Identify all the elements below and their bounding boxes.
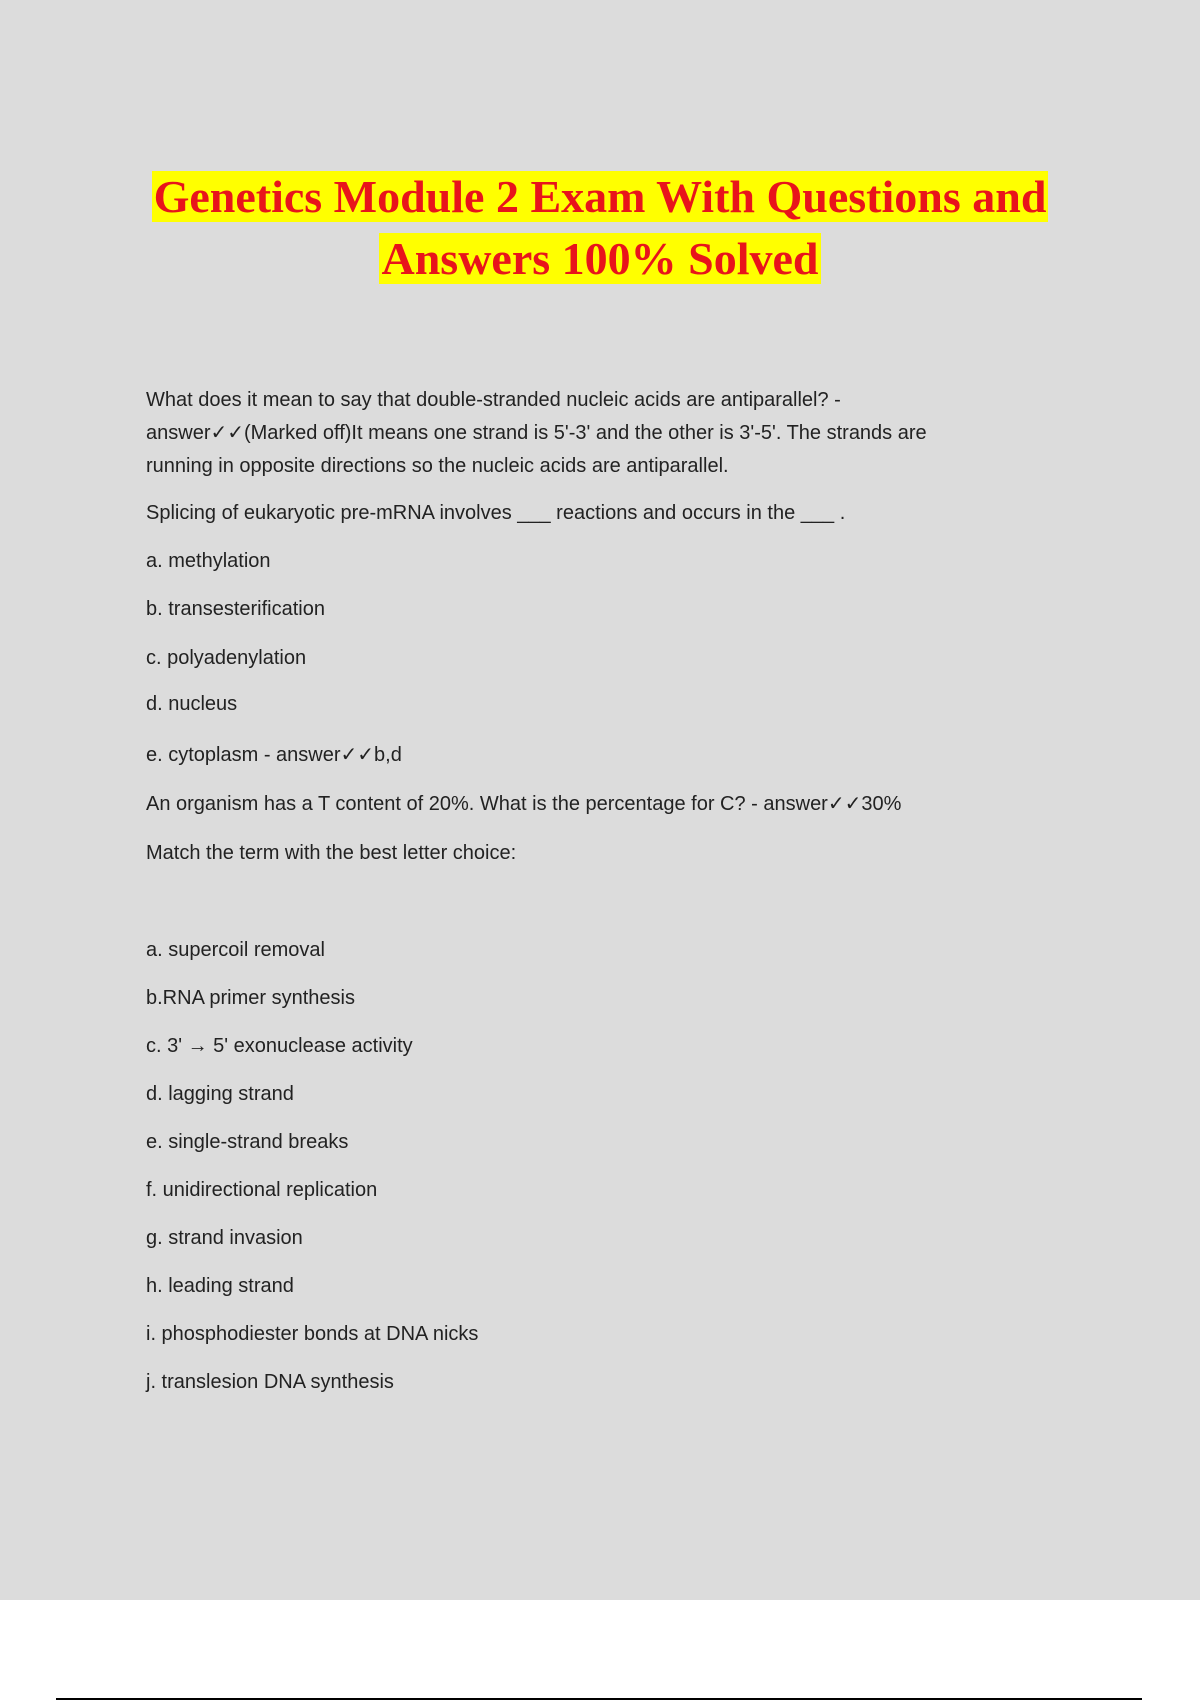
question-2-option-e: e. cytoplasm - answer✓✓b,d (146, 744, 402, 766)
match-item-b: b.RNA primer synthesis (146, 987, 355, 1009)
match-item-i: i. phosphodiester bonds at DNA nicks (146, 1323, 479, 1345)
question-1-line-3: running in opposite directions so the nucleic acids are antiparallel. (146, 455, 729, 477)
question-1-line-1: What does it mean to say that double-stranded nucleic acids are antiparallel? - (146, 389, 841, 411)
question-2-option-c: c. polyadenylation (146, 647, 307, 669)
document-title (0, 166, 1200, 290)
match-item-a: a. supercoil removal (146, 939, 325, 961)
document-body (146, 384, 1046, 1399)
question-3: An organism has a T content of 20%. What is the percentage for C? - answer✓✓30% (146, 793, 902, 815)
question-2-option-a: a. methylation (146, 550, 271, 572)
match-item-g: g. strand invasion (146, 1227, 303, 1249)
question-2-stem: Splicing of eukaryotic pre-mRNA involves ___ reactions and occurs in the ___ . (146, 502, 846, 524)
match-item-f: f. unidirectional replication (146, 1179, 378, 1201)
question-4-stem: Match the term with the best letter choice: (146, 842, 517, 864)
question-2-option-d: d. nucleus (146, 693, 238, 715)
match-item-e: e. single-strand breaks (146, 1131, 349, 1153)
match-item-j: j. translesion DNA synthesis (146, 1371, 394, 1393)
match-item-d: d. lagging strand (146, 1083, 294, 1105)
match-item-c: c. 3' → 5' exonuclease activity (146, 1035, 413, 1057)
title-line-2: Answers 100% Solved (381, 233, 819, 284)
match-item-h: h. leading strand (146, 1275, 294, 1297)
question-1-line-2: answer✓✓(Marked off)It means one strand is 5'-3' and the other is 3'-5'. The strands are (146, 422, 927, 444)
question-2-option-b: b. transesterification (146, 598, 325, 620)
title-line-1: Genetics Module 2 Exam With Questions and (153, 171, 1047, 222)
